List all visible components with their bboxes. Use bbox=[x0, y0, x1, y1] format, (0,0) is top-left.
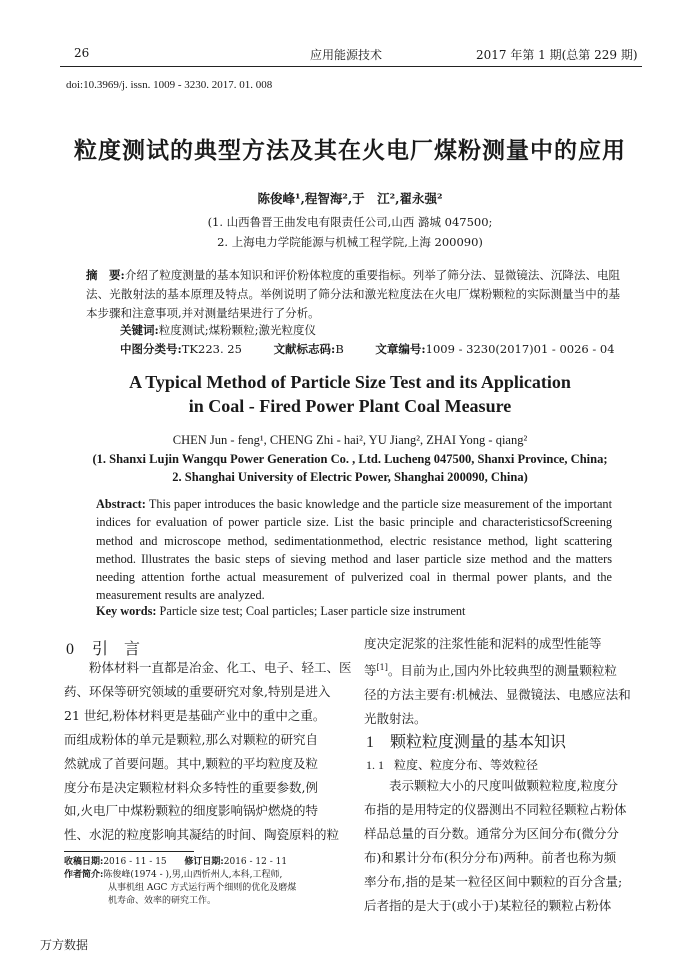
section-1-1-body bbox=[364, 774, 640, 917]
article-no-label: 文章编号: bbox=[375, 342, 426, 356]
authors-cn: 陈俊峰¹,程智海²,于 江²,翟永强² bbox=[257, 191, 443, 206]
journal-name: 应用能源技术 bbox=[310, 48, 383, 62]
section-1-title: 颗粒粒度测量的基本知识 bbox=[390, 732, 567, 751]
bio-line-2: 从事机组 AGC 方式运行两个细则的优化及磨煤 bbox=[108, 883, 297, 893]
abstract-en-text: This paper introduces the basic knowledge and the particle size measurement of the important indices for evaluation of power particle size. List the basic principle and characteristicsofScreening method and microscope method, sedimentationmethod, electric resistance method, light scattering method. Illustrates the basic steps of sieving method and laser particle size method and the matters needing attention forthe actual measurement of pulverized coal in thermal power plants, and the measurement results are analyzed. bbox=[96, 497, 613, 603]
affiliation-cn-2: 2. 上海电力学院能源与机械工程学院,上海 200090) bbox=[217, 235, 483, 249]
doc-code-value: B bbox=[335, 342, 344, 356]
header-rule bbox=[60, 66, 642, 67]
right-line: 径的方法主要有:机械法、显微镜法、电感应法和 bbox=[364, 686, 631, 702]
keywords-en bbox=[96, 604, 465, 619]
journal-issue: 2017 年第 1 期(总第 229 期) bbox=[476, 48, 638, 62]
abstract-cn bbox=[86, 266, 620, 323]
keywords-cn bbox=[120, 322, 316, 338]
section-1-heading bbox=[366, 729, 566, 752]
section-0-line: 21 世纪,粉体材料更是基础产业中的重中之重。 bbox=[64, 707, 326, 723]
right-column-intro bbox=[364, 632, 640, 731]
section-0-number: 0 bbox=[66, 641, 74, 658]
title-en-line-2: in Coal - Fired Power Plant Coal Measure bbox=[188, 396, 512, 416]
section-0-line: 然就成了首要问题。其中,颗粒的平均粒度及粒 bbox=[64, 755, 318, 771]
section-0-line: 性、水泥的粒度影响其凝结的时间、陶瓷原料的粒 bbox=[64, 827, 340, 843]
affiliation-en-1: (1. Shanxi Lujin Wangqu Power Generation Co. , Ltd. Lucheng 047500, Shanxi Province, China; bbox=[92, 452, 608, 466]
section-0-line: 度分布是决定颗粒材料众多特性的重要参数,例 bbox=[64, 779, 318, 795]
title-cn: 粒度测试的典型方法及其在火电厂煤粉测量中的应用 bbox=[74, 137, 626, 164]
section-0-line: 粉体材料一直都是冶金、化工、电子、轻工、医 bbox=[64, 660, 352, 675]
abstract-en bbox=[96, 495, 612, 605]
doi: doi:10.3969/j. issn. 1009 - 3230. 2017. 01. 008 bbox=[66, 79, 273, 91]
clc-value: TK223. 25 bbox=[181, 342, 242, 356]
footnote-bio bbox=[64, 869, 354, 882]
citation-ref: [1] bbox=[376, 662, 388, 672]
section-1-1-line: 后者指的是大于(或小于)某粒径的颗粒占粉体 bbox=[364, 897, 612, 913]
keywords-cn-label: 关键词: bbox=[120, 323, 159, 337]
section-0-line: 而组成粉体的单元是颗粒,那么对颗粒的研究自 bbox=[64, 731, 318, 747]
section-1-1-line: 表示颗粒大小的尺度叫做颗粒粒度,粒度分 bbox=[364, 778, 618, 793]
section-1-1-title: 粒度、粒度分布、等效粒径 bbox=[394, 758, 539, 772]
right-line: 度决定泥浆的注浆性能和泥料的成型性能等 bbox=[364, 636, 602, 651]
section-1-1-line: 样品总量的百分数。通常分为区间分布(微分分 bbox=[364, 825, 619, 841]
received-label: 收稿日期: bbox=[64, 857, 104, 867]
right-line-text: 等 bbox=[364, 663, 377, 679]
revised-label: 修订日期: bbox=[184, 857, 224, 867]
abstract-en-label: Abstract: bbox=[96, 497, 146, 511]
section-1-1-number: 1. 1 bbox=[366, 758, 384, 772]
section-0-title: 引 言 bbox=[92, 639, 141, 658]
bio-label: 作者简介: bbox=[64, 870, 104, 880]
doc-code-label: 文献标志码: bbox=[273, 342, 336, 356]
right-line-text: 。目前为止,国内外比较典型的测量颗粒粒 bbox=[387, 663, 617, 679]
section-0-line: 如,火电厂中煤粉颗粒的细度影响锅炉燃烧的特 bbox=[64, 803, 318, 819]
footnote-rule bbox=[64, 851, 194, 852]
bio-line-1: 陈俊峰(1974 - ),男,山西忻州人,本科,工程师, bbox=[103, 870, 283, 880]
right-line: 光散射法。 bbox=[364, 710, 427, 726]
source-footer: 万方数据 bbox=[40, 938, 89, 952]
revised-date: 2016 - 12 - 11 bbox=[223, 857, 288, 867]
section-1-1-line: 率分布,指的是某一粒径区间中颗粒的百分含量; bbox=[364, 873, 623, 889]
footnote-dates bbox=[64, 856, 354, 869]
bio-line-3: 机寿命、效率的研究工作。 bbox=[108, 896, 217, 906]
right-line-with-ref bbox=[364, 656, 640, 683]
classification-line bbox=[120, 341, 643, 357]
section-1-number: 1 bbox=[366, 734, 374, 751]
affiliation-en-2: 2. Shanghai University of Electric Power, Shanghai 200090, China) bbox=[172, 470, 528, 484]
footnote bbox=[64, 856, 354, 908]
abstract-cn-label: 摘 要: bbox=[86, 268, 125, 282]
clc-label: 中图分类号: bbox=[120, 342, 182, 356]
received-date: 2016 - 11 - 15 bbox=[103, 857, 167, 867]
section-1-1-line: 布)和累计分布(积分分布)两种。前者也称为频 bbox=[364, 849, 617, 865]
section-1-1-heading bbox=[366, 756, 538, 773]
section-0-body bbox=[64, 656, 354, 847]
title-en-line-1: A Typical Method of Particle Size Test and its Application bbox=[129, 372, 571, 392]
abstract-cn-text: 介绍了粒度测量的基本知识和评价粉体粒度的重要指标。列举了筛分法、显微镜法、沉降法、电阻法、光散射法的基本原理及特点。举例说明了筛分法和激光粒度法在火电厂煤粉颗粒的实际测量当中的基本步骤和注意事项,并对测量结果进行了分析。 bbox=[86, 268, 620, 320]
page-number: 26 bbox=[74, 46, 90, 60]
keywords-en-text: Particle size test; Coal particles; Laser particle size instrument bbox=[159, 604, 466, 618]
article-no-value: 1009 - 3230(2017)01 - 0026 - 04 bbox=[425, 342, 615, 356]
affiliation-cn-1: (1. 山西鲁晋王曲发电有限责任公司,山西 潞城 047500; bbox=[207, 215, 493, 229]
keywords-en-label: Key words: bbox=[96, 604, 157, 618]
section-1-1-line: 布指的是用特定的仪器测出不同粒径颗粒占粉体 bbox=[364, 801, 627, 817]
authors-en: CHEN Jun - feng¹, CHENG Zhi - hai², YU Jiang², ZHAI Yong - qiang² bbox=[172, 433, 528, 447]
keywords-cn-text: 粒度测试;煤粉颗粒;激光粒度仪 bbox=[158, 323, 316, 337]
section-0-line: 药、环保等研究领域的重要研究对象,特别是进入 bbox=[64, 683, 331, 699]
